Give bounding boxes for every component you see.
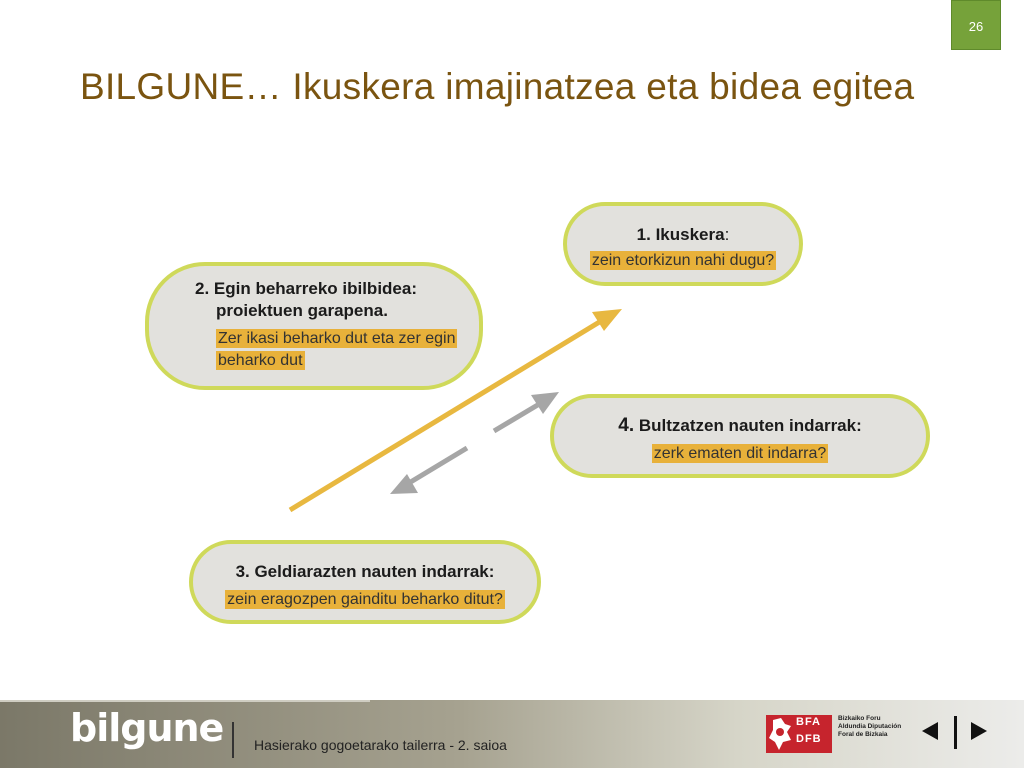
- bfa-emblem-icon: [767, 716, 795, 752]
- footer-separator: [232, 722, 234, 758]
- footer-rule: [0, 700, 370, 702]
- path-heading-line1: 2. Egin beharreko ibilbidea:: [195, 279, 417, 298]
- nav-separator: [954, 716, 957, 749]
- vision-question: zein etorkizun nahi dugu?: [591, 252, 775, 269]
- page-number: 26: [951, 0, 1001, 50]
- path-box: [145, 262, 483, 390]
- path-heading-line2: proiektuen garapena.: [216, 301, 388, 320]
- path-question-line1: Zer ikasi beharko dut eta zer egin: [218, 330, 456, 347]
- bfa-text-bottom: DFB: [796, 733, 822, 745]
- vision-heading: 1. Ikuskera: [636, 225, 725, 244]
- main-progress-arrowhead: [592, 309, 622, 331]
- vision-heading-colon: :: [724, 225, 730, 244]
- block-arrow: [404, 448, 467, 486]
- blocking-forces-question: zein eragozpen gainditu beharko ditut?: [227, 591, 503, 608]
- blocking-forces-heading: 3. Geldiarazten nauten indarrak:: [235, 562, 495, 581]
- previous-slide-icon[interactable]: [922, 722, 938, 740]
- driving-forces-heading: Bultzatzen nauten indarrak:: [634, 416, 862, 435]
- driving-forces-number: 4.: [618, 415, 635, 436]
- vision-box: [563, 202, 803, 286]
- next-slide-icon[interactable]: [971, 722, 987, 740]
- footer-subtitle: Hasierako gogoetarako tailerra - 2. saioa: [254, 737, 507, 753]
- slide-title: BILGUNE… Ikuskera imajinatzea eta bidea egitea: [80, 66, 915, 107]
- bfa-institution-name: Bizkaiko Foru Aldundia Diputación Foral de Bizkaia: [838, 715, 902, 738]
- driving-forces-question: zerk ematen dit indarra?: [653, 445, 827, 462]
- driving-forces-box: [550, 394, 930, 478]
- bilgune-logo: bilgune: [70, 706, 224, 750]
- push-arrowhead: [531, 392, 559, 414]
- bfa-text-top: BFA: [796, 716, 821, 728]
- blocking-forces-box: [189, 540, 541, 624]
- block-arrowhead: [390, 474, 418, 494]
- path-question-line2: beharko dut: [218, 352, 303, 369]
